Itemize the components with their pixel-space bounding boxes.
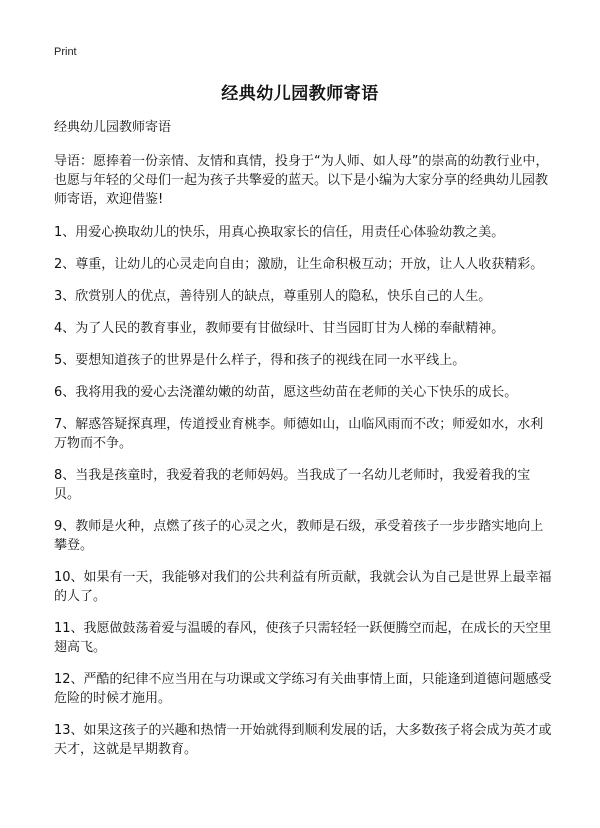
- list-item: 9、教师是火种，点燃了孩子的心灵之火，教师是石级，承受着孩子一步步踏实地向上攀登。: [54, 519, 544, 553]
- list-item: 7、解惑答疑探真理，传道授业育桃李。师德如山，山临风雨而不改；师爱如水，水利万物而不争。: [54, 417, 544, 451]
- list-item: 10、如果有一天，我能够对我们的公共利益有所贡献，我就会认为自己是世界上最幸福的人了。: [54, 570, 552, 604]
- list-item: 11、我愿做鼓荡着爱与温暖的春风，使孩子只需轻轻一跃便腾空而起，在成长的天空里翅高飞。: [54, 621, 552, 655]
- list-item: 1、用爱心换取幼儿的快乐，用真心换取家长的信任，用责任心体验幼教之美。: [54, 225, 505, 240]
- intro-paragraph: 导语：愿捧着一份亲情、友情和真情，投身于“为人师、如人母”的崇高的幼教行业中，也愿与年轻的父母们一起为孩子共擎爱的蓝天。以下是小编为大家分享的经典幼儿园教师寄语，欢迎借鉴!: [54, 154, 549, 207]
- list-item: 2、尊重，让幼儿的心灵走向自由；激励，让生命积极互动；开放，让人人收获精彩。: [54, 257, 544, 272]
- list-item: 12、严酷的纪律不应当用在与功课或文学练习有关曲事情上面，只能逢到道德问题感受危险的时候才施用。: [54, 672, 552, 706]
- list-item: 4、为了人民的教育事业，教师要有甘做绿叶、甘当园盯甘为人梯的奉献精神。: [54, 321, 505, 336]
- list-item: 5、要想知道孩子的世界是什么样子，得和孩子的视线在同一水平线上。: [54, 353, 466, 368]
- list-item: 3、欣赏别人的优点，善待别人的缺点，尊重别人的隐私，快乐自己的人生。: [54, 289, 492, 304]
- document-title: 经典幼儿园教师寄语: [221, 84, 379, 104]
- document-body: [54, 118, 554, 772]
- list-item: 13、如果这孩子的兴趣和热情一开始就得到顺利发展的话，大多数孩子将会成为英才或天才，这就是早期教育。: [54, 723, 552, 757]
- document-subtitle: 经典幼儿园教师寄语: [54, 120, 172, 135]
- print-label: Print: [54, 46, 77, 58]
- list-item: 8、当我是孩童时，我爱着我的老师妈妈。当我成了一名幼儿老师时，我爱着我的宝贝。: [54, 468, 531, 502]
- list-item: 6、我将用我的爱心去浇灌幼嫩的幼苗，愿这些幼苗在老师的关心下快乐的成长。: [54, 385, 518, 400]
